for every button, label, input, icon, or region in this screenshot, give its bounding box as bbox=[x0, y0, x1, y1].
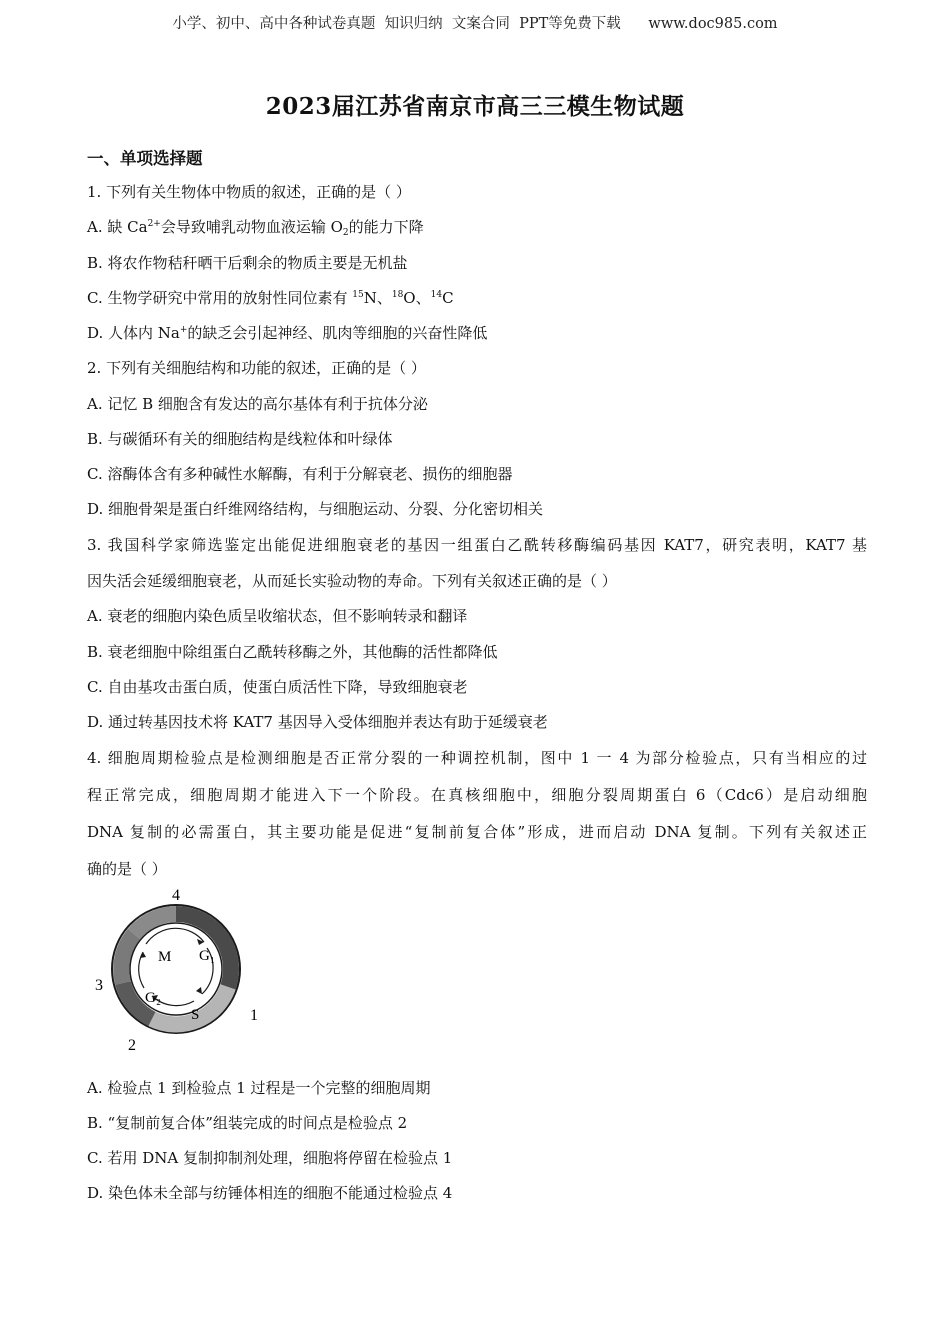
q4-option-d: D. 染色体未全部与纺锤体相连的细胞不能通过检验点 4 bbox=[87, 1184, 453, 1202]
cell-cycle-diagram bbox=[90, 882, 270, 1057]
q4-stem-line3: DNA 复制的必需蛋白，其主要功能是促进“复制前复合体”形成，进而启动 DNA 复制。下列有关叙述正 bbox=[87, 823, 867, 841]
phase-g1-label: G₁ bbox=[199, 948, 216, 964]
page-title: 2023届江苏省南京市高三三模生物试题 bbox=[265, 93, 685, 120]
q4-stem-line2: 程正常完成，细胞周期才能进入下一个阶段。在真核细胞中，细胞分裂周期蛋白 6（Cdc6）是启动细胞 bbox=[87, 786, 867, 804]
q2-option-d: D. 细胞骨架是蛋白纤维网络结构，与细胞运动、分裂、分化密切相关 bbox=[87, 500, 544, 518]
q3-stem-line1: 3. 我国科学家筛选鉴定出能促进细胞衰老的基因一组蛋白乙酰转移酶编码基因 KAT7，研究表明，KAT7 基 bbox=[87, 536, 867, 554]
q3-option-b: B. 衰老细胞中除组蛋白乙酰转移酶之外，其他酶的活性都降低 bbox=[87, 643, 498, 661]
q2-option-a: A. 记忆 B 细胞含有发达的高尔基体有利于抗体分泌 bbox=[87, 395, 428, 413]
q3-stem-line2: 因失活会延缓细胞衰老，从而延长实验动物的寿命。下列有关叙述正确的是（ ） bbox=[87, 572, 617, 590]
phase-s-label: S bbox=[191, 1007, 200, 1023]
q4-stem-line1: 4. 细胞周期检验点是检测细胞是否正常分裂的一种调控机制，图中 1 一 4 为部分检验点，只有当相应的过 bbox=[87, 749, 867, 767]
q4-stem-line4: 确的是（ ） bbox=[87, 860, 167, 878]
phase-m-label: M bbox=[158, 949, 172, 965]
q3-option-a: A. 衰老的细胞内染色质呈收缩状态，但不影响转录和翻译 bbox=[87, 607, 468, 625]
q2-option-c: C. 溶酶体含有多种碱性水解酶，有利于分解衰老、损伤的细胞器 bbox=[87, 465, 513, 483]
q4-option-a: A. 检验点 1 到检验点 1 过程是一个完整的细胞周期 bbox=[87, 1079, 431, 1097]
checkpoint-1-label: 1 bbox=[250, 1007, 258, 1024]
q4-option-c: C. 若用 DNA 复制抑制剂处理，细胞将停留在检验点 1 bbox=[87, 1149, 453, 1167]
q2-stem: 2. 下列有关细胞结构和功能的叙述，正确的是（ ） bbox=[87, 359, 426, 377]
section-heading: 一、单项选择题 bbox=[87, 149, 203, 168]
q1-option-d: D. 人体内 Na+的缺乏会引起神经、肌肉等细胞的兴奋性降低 bbox=[87, 324, 488, 342]
checkpoint-2-label: 2 bbox=[128, 1037, 136, 1054]
q1-option-b: B. 将农作物秸秆晒干后剩余的物质主要是无机盐 bbox=[87, 254, 408, 272]
checkpoint-4-label: 4 bbox=[172, 887, 180, 904]
q1-option-a: A. 缺 $Ca^{2+}$会导致哺乳动物血液运输 $O_2$的能力下降 bbox=[87, 218, 424, 238]
page-header: 小学、初中、高中各种试卷真题 知识归纳 文案合同 PPT等免费下载 www.doc985.com bbox=[172, 16, 778, 32]
q3-option-d: D. 通过转基因技术将 KAT7 基因导入受体细胞并表达有助于延缓衰老 bbox=[87, 713, 548, 731]
q1-option-c: C. 生物学研究中常用的放射性同位素有 $^{15}$N、$^{18}$O、$^{14}$C bbox=[87, 289, 454, 307]
q3-option-c: C. 自由基攻击蛋白质，使蛋白质活性下降，导致细胞衰老 bbox=[87, 678, 468, 696]
q4-option-b: B. “复制前复合体”组装完成的时间点是检验点 2 bbox=[87, 1114, 408, 1132]
q2-option-b: B. 与碳循环有关的细胞结构是线粒体和叶绿体 bbox=[87, 430, 393, 448]
checkpoint-3-label: 3 bbox=[95, 977, 103, 994]
q1-stem: 1. 下列有关生物体中物质的叙述，正确的是（ ） bbox=[87, 183, 411, 201]
phase-g2-label: G₂ bbox=[145, 990, 162, 1006]
